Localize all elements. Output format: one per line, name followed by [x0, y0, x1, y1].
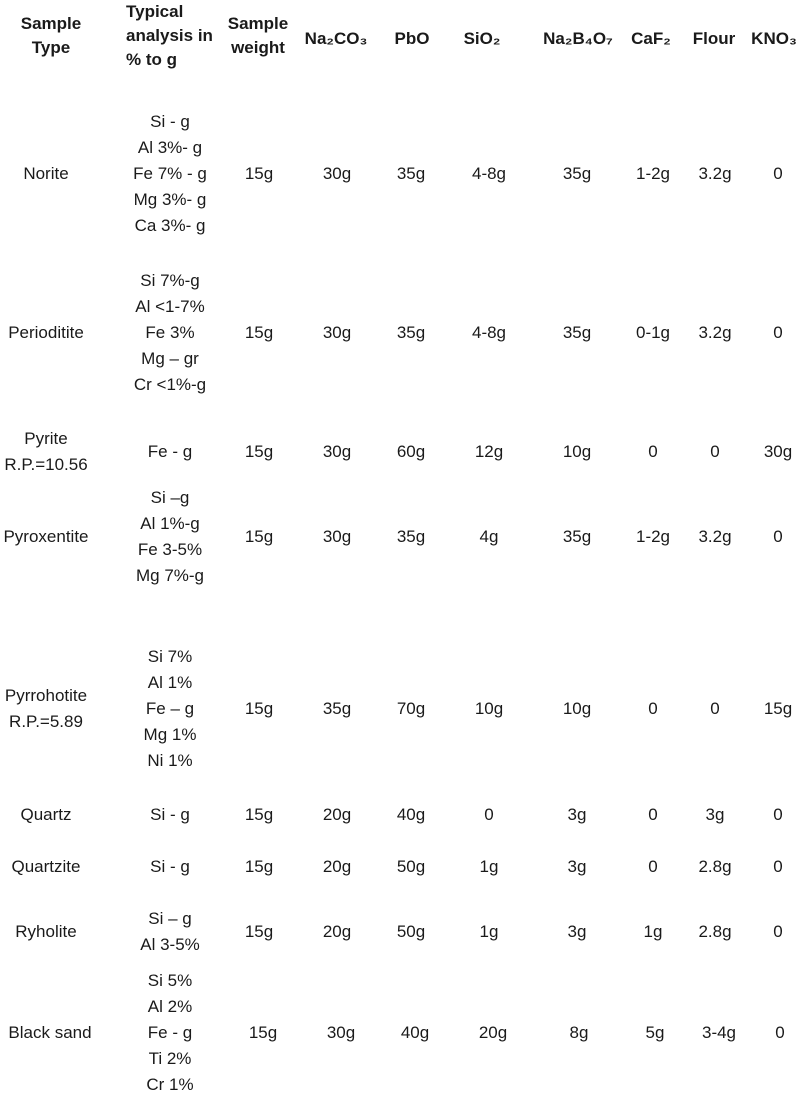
- sample-type-cell: [0, 643, 92, 775]
- na2b4o7-cell: 8g: [569, 1023, 589, 1042]
- kno3-cell: 30g: [763, 442, 793, 461]
- na2b4o7-cell: 3g: [567, 857, 587, 876]
- analysis-line: Ti 2%: [148, 1049, 192, 1068]
- flour-cell: 0: [710, 699, 720, 718]
- sio2-cell: 4-8g: [471, 164, 507, 183]
- flour-cell: 3-4g: [701, 1023, 737, 1042]
- header-caf2: CaF₂: [631, 29, 671, 48]
- sample-type-cell: [0, 484, 92, 590]
- analysis-line: Ni 1%: [147, 751, 193, 770]
- sio2-cell: 0: [484, 805, 494, 824]
- analysis-line: Al 1%: [147, 673, 193, 692]
- kno3-cell: 15g: [763, 699, 793, 718]
- na2co3-cell: 30g: [322, 164, 352, 183]
- pbo-cell: 35g: [396, 164, 426, 183]
- table-row: [0, 108, 800, 240]
- pbo-cell: 60g: [396, 442, 426, 461]
- sio2-cell: 12g: [474, 442, 504, 461]
- analysis-line: Al 3-5%: [140, 935, 200, 954]
- sample-type-text: Ryholite: [15, 922, 77, 941]
- caf2-cell: 1-2g: [635, 164, 671, 183]
- analysis-line: Fe 7% - g: [133, 164, 207, 183]
- analysis-line: Mg 7%-g: [135, 566, 205, 585]
- caf2-cell: 0: [648, 857, 658, 876]
- analysis-line: Fe - g: [147, 1023, 193, 1042]
- pbo-cell: 50g: [396, 922, 426, 941]
- sample-type-text: Black sand: [8, 1023, 92, 1042]
- sample-type-cell: [0, 426, 92, 478]
- na2b4o7-cell: 3g: [567, 922, 587, 941]
- header-analysis: [126, 0, 226, 72]
- na2co3-cell: 35g: [322, 699, 352, 718]
- analysis-line: Cr 1%: [146, 1075, 194, 1094]
- header-weight-line1: Sample: [227, 14, 289, 33]
- sample-type-text: Norite: [23, 164, 69, 183]
- analysis-line: Al 3%- g: [137, 138, 203, 157]
- kno3-cell: 0: [773, 527, 783, 546]
- na2b4o7-cell: 10g: [562, 699, 592, 718]
- analysis-line: Mg – gr: [141, 349, 199, 368]
- analysis-cell: [118, 267, 222, 399]
- analysis-cell: [118, 484, 222, 590]
- caf2-cell: 1g: [643, 922, 663, 941]
- kno3-cell: 0: [773, 857, 783, 876]
- table-row: [0, 800, 800, 830]
- analysis-line: Al 1%-g: [140, 514, 200, 533]
- sample-type-text: Quartzite: [11, 857, 81, 876]
- flour-cell: 2.8g: [698, 922, 732, 941]
- sample-type-cell: [0, 904, 92, 960]
- caf2-cell: 0: [648, 442, 658, 461]
- sample-type-cell: [0, 852, 92, 882]
- na2b4o7-cell: 3g: [567, 805, 587, 824]
- flour-cell: 2.8g: [698, 857, 732, 876]
- sio2-cell: 20g: [478, 1023, 508, 1042]
- na2co3-cell: 20g: [322, 922, 352, 941]
- sample-type-text: Pyrite: [24, 429, 68, 448]
- sample-type-text: Perioditite: [8, 323, 84, 342]
- analysis-cell: [118, 108, 222, 240]
- header-sample-type: [8, 12, 94, 60]
- weight-cell: 15g: [244, 922, 274, 941]
- sample-type-cell: [0, 108, 92, 240]
- table-row: [0, 267, 800, 399]
- sample-type-cell: [0, 267, 92, 399]
- sio2-cell: 4g: [479, 527, 499, 546]
- header-sio2: SiO₂: [463, 29, 501, 48]
- header-flour: Flour: [692, 29, 736, 48]
- table-row: [0, 426, 800, 478]
- table-row: [0, 904, 800, 960]
- analysis-line: Si –g: [150, 488, 190, 507]
- table-row: [0, 484, 800, 590]
- header-analysis-line2: analysis in: [126, 26, 213, 45]
- na2co3-cell: 30g: [322, 323, 352, 342]
- header-weight: [222, 12, 294, 60]
- analysis-line: Si – g: [148, 909, 192, 928]
- na2co3-cell: 30g: [322, 442, 352, 461]
- analysis-line: Si - g: [150, 112, 190, 131]
- weight-cell: 15g: [244, 323, 274, 342]
- kno3-cell: 0: [773, 164, 783, 183]
- weight-cell: 15g: [244, 805, 274, 824]
- pbo-cell: 40g: [400, 1023, 430, 1042]
- sample-type-text: Pyroxentite: [3, 527, 89, 546]
- weight-cell: 15g: [244, 164, 274, 183]
- analysis-cell: [118, 426, 222, 478]
- analysis-line: Fe – g: [145, 699, 195, 718]
- header-analysis-line1: Typical: [126, 2, 184, 21]
- sample-type-text: R.P.=5.89: [9, 712, 83, 731]
- analysis-line: Si - g: [150, 805, 190, 824]
- table-row: [0, 643, 800, 775]
- weight-cell: 15g: [248, 1023, 278, 1042]
- analysis-line: Si 5%: [147, 971, 193, 990]
- sio2-cell: 1g: [479, 857, 499, 876]
- pbo-cell: 40g: [396, 805, 426, 824]
- sio2-cell: 4-8g: [471, 323, 507, 342]
- flour-cell: 3.2g: [698, 164, 732, 183]
- caf2-cell: 5g: [645, 1023, 665, 1042]
- flour-cell: 0: [710, 442, 720, 461]
- kno3-cell: 0: [773, 922, 783, 941]
- analysis-line: Si 7%: [147, 647, 193, 666]
- na2co3-cell: 20g: [322, 857, 352, 876]
- header-analysis-line3: % to g: [126, 50, 177, 69]
- caf2-cell: 0-1g: [635, 323, 671, 342]
- pbo-cell: 70g: [396, 699, 426, 718]
- na2b4o7-cell: 35g: [562, 323, 592, 342]
- sample-type-text: Pyrrohotite: [4, 686, 88, 705]
- flour-cell: 3.2g: [698, 323, 732, 342]
- sample-type-cell: [0, 800, 92, 830]
- analysis-line: Fe 3-5%: [137, 540, 203, 559]
- analysis-line: Fe 3%: [145, 323, 195, 342]
- analysis-line: Mg 1%: [143, 725, 197, 744]
- header-weight-line2: weight: [231, 38, 285, 57]
- header-kno3: KNO₃: [751, 29, 797, 48]
- flour-cell: 3.2g: [698, 527, 732, 546]
- analysis-line: Al <1-7%: [135, 297, 205, 316]
- analysis-line: Si 7%-g: [140, 271, 200, 290]
- header-sample-type-line2: Type: [31, 38, 71, 57]
- analysis-cell: [118, 643, 222, 775]
- header-na2co3: Na₂CO₃: [304, 29, 368, 48]
- analysis-cell: [118, 852, 222, 882]
- header-pbo: PbO: [394, 29, 430, 48]
- kno3-cell: 0: [773, 323, 783, 342]
- weight-cell: 15g: [244, 527, 274, 546]
- pbo-cell: 50g: [396, 857, 426, 876]
- analysis-cell: [118, 967, 222, 1099]
- sio2-cell: 10g: [474, 699, 504, 718]
- sample-type-text: R.P.=10.56: [4, 455, 88, 474]
- header-na2b4o7: Na₂B₄O₇: [543, 29, 613, 48]
- kno3-cell: 0: [773, 805, 783, 824]
- weight-cell: 15g: [244, 857, 274, 876]
- weight-cell: 15g: [244, 699, 274, 718]
- sample-type-text: Quartz: [20, 805, 72, 824]
- analysis-cell: [118, 800, 222, 830]
- analysis-line: Ca 3%- g: [134, 216, 206, 235]
- na2co3-cell: 30g: [326, 1023, 356, 1042]
- caf2-cell: 0: [648, 699, 658, 718]
- header-sample-type-line1: Sample: [20, 14, 82, 33]
- sample-type-cell: [0, 967, 100, 1099]
- na2b4o7-cell: 35g: [562, 527, 592, 546]
- table-row: [0, 967, 800, 1099]
- na2b4o7-cell: 10g: [562, 442, 592, 461]
- pbo-cell: 35g: [396, 323, 426, 342]
- pbo-cell: 35g: [396, 527, 426, 546]
- analysis-line: Al 2%: [147, 997, 193, 1016]
- sio2-cell: 1g: [479, 922, 499, 941]
- weight-cell: 15g: [244, 442, 274, 461]
- na2b4o7-cell: 35g: [562, 164, 592, 183]
- na2co3-cell: 30g: [322, 527, 352, 546]
- analysis-line: Mg 3%- g: [133, 190, 207, 209]
- analysis-line: Cr <1%-g: [133, 375, 207, 394]
- analysis-line: Si - g: [150, 857, 190, 876]
- flour-cell: 3g: [705, 805, 725, 824]
- caf2-cell: 1-2g: [635, 527, 671, 546]
- na2co3-cell: 20g: [322, 805, 352, 824]
- analysis-line: Fe - g: [147, 442, 193, 461]
- kno3-cell: 0: [775, 1023, 785, 1042]
- table-row: [0, 852, 800, 882]
- caf2-cell: 0: [648, 805, 658, 824]
- analysis-cell: [118, 904, 222, 960]
